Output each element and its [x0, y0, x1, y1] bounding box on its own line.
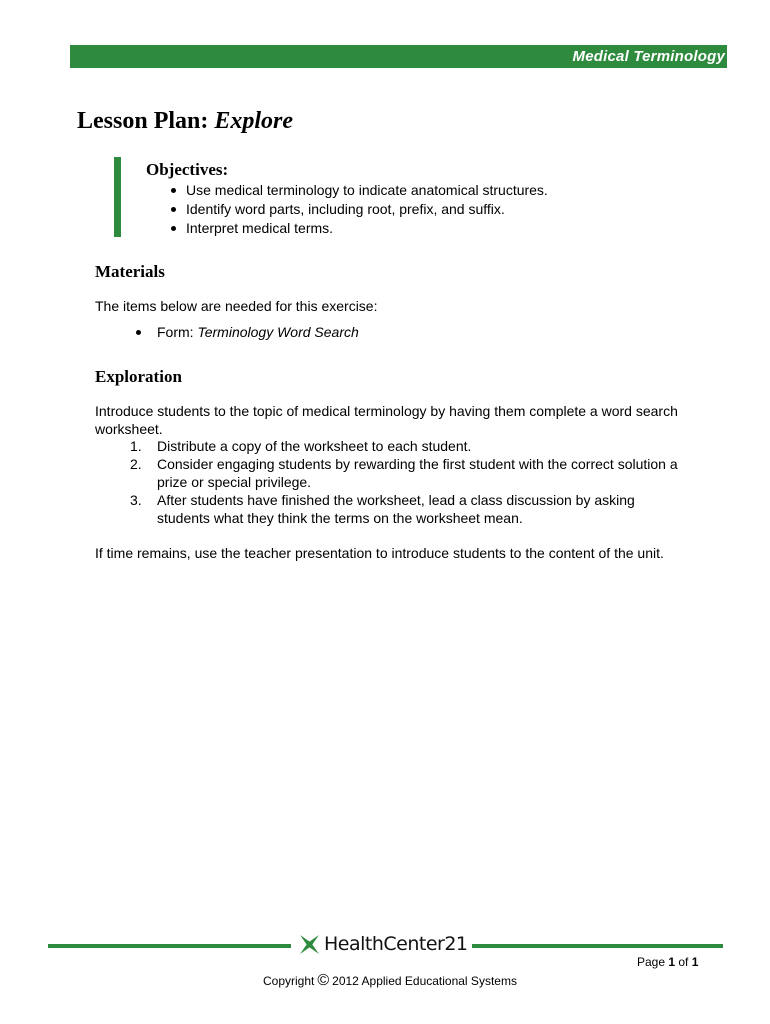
header-title: Medical Terminology [572, 48, 725, 65]
objective-text: Use medical terminology to indicate anatomical structures. [186, 182, 548, 198]
logo-text: HealthCenter21 [324, 933, 468, 955]
page-total: 1 [691, 955, 699, 969]
exploration-closing: If time remains, use the teacher presentation to introduce students to the content of the unit. [95, 545, 664, 561]
objective-item [167, 181, 548, 200]
step-text-line2: prize or special privilege. [157, 474, 312, 490]
page-prefix: Page [637, 955, 669, 969]
objectives-heading: Objectives: [146, 160, 229, 179]
materials-item-label: Form: [157, 324, 198, 340]
header-bar [70, 45, 727, 68]
page-number [637, 955, 698, 969]
copyright-text: 2012 Applied Educational Systems [332, 974, 517, 988]
step-item [130, 455, 730, 491]
step-text-line1: Distribute a copy of the worksheet to each student. [157, 438, 472, 454]
copyright-symbol: © [317, 972, 330, 989]
step-item [130, 437, 730, 455]
exploration-heading: Exploration [95, 367, 182, 386]
step-text [157, 437, 727, 455]
step-text [157, 455, 727, 491]
step-number: 2. [130, 456, 142, 472]
objective-item [167, 219, 548, 238]
title-main: Lesson Plan: [77, 108, 209, 134]
objective-item [167, 200, 548, 219]
exploration-steps [130, 437, 730, 527]
materials-item [136, 323, 359, 342]
materials-item-name: Terminology Word Search [197, 324, 359, 340]
objectives-accent-bar [114, 157, 121, 237]
objective-text: Identify word parts, including root, prefix, and suffix. [186, 201, 505, 217]
page-current: 1 [668, 955, 676, 969]
title-emphasis: Explore [214, 108, 294, 134]
exploration-intro-line1: Introduce students to the topic of medical terminology by having them complete a word search [95, 403, 678, 419]
exploration-intro-line2: worksheet. [95, 421, 163, 437]
footer-rule-left [48, 944, 291, 948]
materials-intro: The items below are needed for this exercise: [95, 298, 378, 314]
step-text [157, 491, 727, 527]
materials-heading: Materials [95, 262, 165, 281]
step-text-line2: students what they think the terms on the worksheet mean. [157, 510, 523, 526]
materials-list [136, 323, 359, 342]
objective-text: Interpret medical terms. [186, 220, 334, 236]
copyright [263, 972, 517, 990]
page-of: of [675, 955, 692, 969]
footer-logo [300, 933, 468, 955]
objectives-list [167, 181, 548, 238]
footer-rule-right [472, 944, 723, 948]
page-title [77, 108, 293, 135]
copyright-label: Copyright [263, 974, 315, 988]
step-number: 1. [130, 438, 142, 454]
healthcenter21-logo-icon [300, 935, 319, 954]
step-text-line1: After students have finished the worksheet, lead a class discussion by asking [157, 492, 635, 508]
step-text-line1: Consider engaging students by rewarding the first student with the correct solution a [157, 456, 678, 472]
exploration-intro [95, 402, 678, 438]
step-item [130, 491, 730, 527]
step-number: 3. [130, 492, 142, 508]
